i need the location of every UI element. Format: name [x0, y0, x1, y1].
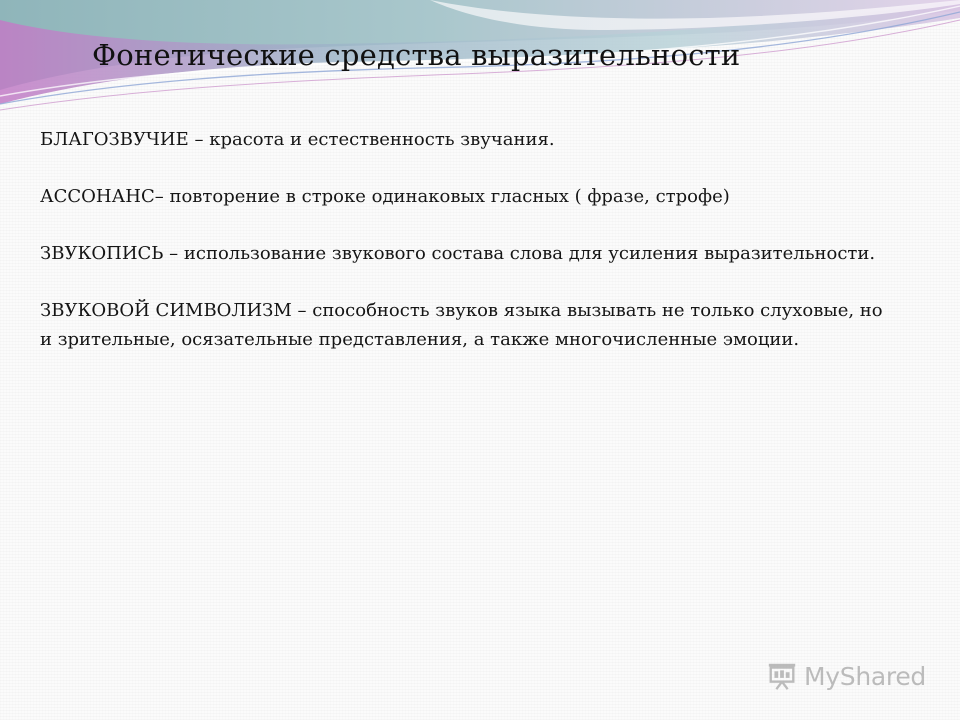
slide-title: Фонетические средства выразительности — [92, 38, 741, 72]
slide-body — [40, 126, 900, 383]
paragraph-sound-symbolism: ЗВУКОВОЙ СИМВОЛИЗМ – способность звуков языка вызывать не только слуховые, но и зрительные, осязательные представления, а также многочисленные эмоции. — [40, 300, 883, 350]
watermark-logo — [766, 656, 926, 696]
watermark-text: MyShared — [804, 661, 926, 691]
paragraph-euphony: БЛАГОЗВУЧИЕ – красота и естественность звучания. — [40, 129, 555, 150]
paragraph-sound-writing: ЗВУКОПИСЬ – использование звукового состава слова для усиления выразительности. — [40, 243, 876, 264]
paragraph-assonance: АССОНАНС– повторение в строке одинаковых гласных ( фразе, строфе) — [40, 186, 730, 207]
projector-screen-icon — [766, 659, 798, 693]
